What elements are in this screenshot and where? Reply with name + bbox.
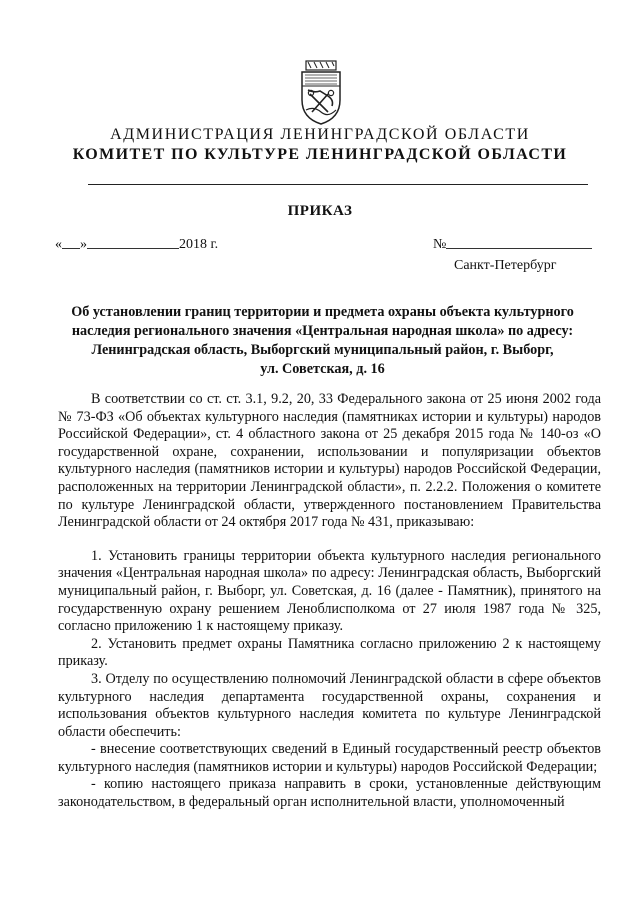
date-close-quote: » — [80, 237, 87, 252]
date-month-blank — [87, 236, 179, 249]
item-3a-paragraph: - внесение соответствующих сведений в Единый государственный реестр объектов культурного наследия (памятников истории и культуры) народов Российской Федерации; — [58, 741, 601, 775]
subject-line: наследия регионального значения «Центральная народная школа» по адресу: — [71, 323, 574, 339]
number-sign: № — [433, 237, 447, 252]
item-2-paragraph: 2. Установить предмет охраны Памятника согласно приложению 2 к настоящему приказу. — [58, 635, 601, 670]
document-type: ПРИКАЗ — [287, 203, 353, 219]
city: Санкт-Петербург — [454, 258, 557, 273]
number-blank — [446, 236, 592, 249]
document-number — [433, 236, 592, 253]
document-date — [55, 236, 218, 253]
preamble-paragraph: В соответствии со ст. ст. 3.1, 9.2, 20, 33 Федерального закона от 25 июня 2002 года № 73-ФЗ «Об объектах культурного наследия (памятниках истории и культуры) народов Российской Федерации», ст. 4 областного закона от 25 декабря 2015 года № 140-оз «О государственной охране, сохранении, использовании и популяризации объектов культурного наследия (памятников истории и культуры) народов Российской Федерации, расположенных на территории Ленинградской области», п. 2.2.2. Положения о комитете по культуре Ленинградской области, утвержденного постановлением Правительства Ленинградской области от 24 октября 2017 года № 431, приказываю: — [58, 391, 601, 531]
date-open-quote: « — [55, 237, 62, 252]
item-1-paragraph: 1. Установить границы территории объекта культурного наследия регионального значения «Центральная народная школа» по адресу: Ленинградская область, Выборгский муниципальный район, г. Выборг, ул. Советская, д. 16 (далее - Памятник), принятого на государственную охрану решением Леноблисполкома от 27 июля 1987 года № 325, согласно приложению 1 к настоящему приказу. — [58, 547, 601, 635]
document-body — [58, 391, 601, 812]
administration-title: АДМИНИСТРАЦИЯ ЛЕНИНГРАДСКОЙ ОБЛАСТИ — [110, 126, 530, 143]
coat-of-arms-icon — [298, 60, 344, 126]
date-year: 2018 г. — [179, 237, 219, 252]
subject-line: ул. Советская, д. 16 — [260, 361, 385, 377]
item-3-paragraph: 3. Отделу по осуществлению полномочий Ленинградской области в сфере объектов культурного наследия департамента государственной охраны, сохранения и использования объектов культурного наследия комитета по культуре Ленинградской области обеспечить: — [58, 670, 601, 740]
date-day-blank — [62, 236, 80, 249]
header-divider — [88, 184, 588, 185]
subject-line: Об установлении границ территории и предмета охраны объекта культурного — [71, 304, 574, 320]
item-3b-paragraph: - копию настоящего приказа направить в сроки, установленные действующим законодательством, в федеральный орган исполнительной власти, уполномоченный — [58, 776, 601, 811]
committee-title: КОМИТЕТ ПО КУЛЬТУРЕ ЛЕНИНГРАДСКОЙ ОБЛАСТИ — [72, 146, 568, 163]
subject-line: Ленинградская область, Выборгский муниципальный район, г. Выборг, — [91, 342, 554, 358]
document-subject — [50, 303, 595, 379]
